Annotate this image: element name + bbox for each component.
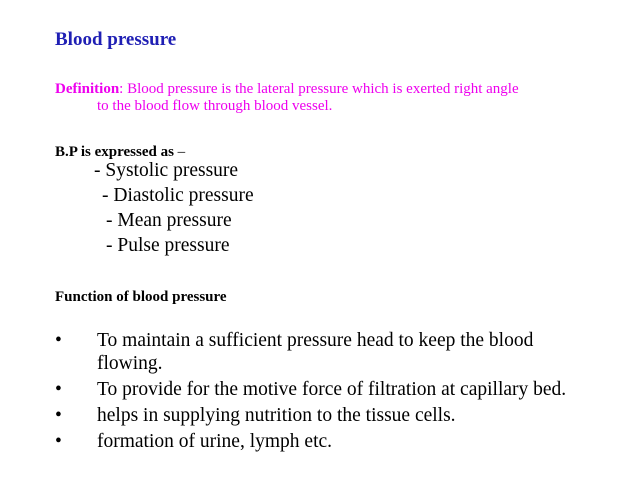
bp-item-pulse: - Pulse pressure [106,235,230,256]
bullet-text: To provide for the motive force of filtration at capillary bed. [97,379,567,400]
function-bullet-list [55,329,625,456]
list-item [55,404,625,427]
bullet-icon: • [55,330,62,351]
bullet-icon: • [55,431,62,452]
list-item [55,378,625,401]
bullet-text: formation of urine, lymph etc. [97,431,333,452]
bullet-text: helps in supplying nutrition to the tissue cells. [97,405,456,426]
definition-paragraph [55,81,615,115]
bp-item-mean: - Mean pressure [106,210,232,231]
definition-label: Definition [55,81,120,97]
bp-expressed-dash: – [177,144,186,160]
slide-title: Blood pressure [55,29,177,50]
bullet-icon: • [55,379,62,400]
bp-item-diastolic: - Diastolic pressure [102,185,254,206]
definition-text-line1: : Blood pressure is the lateral pressure which is exerted right angle [119,81,519,97]
list-item [55,430,625,453]
function-heading: Function of blood pressure [55,289,227,305]
bp-expressed-heading-text: B.P is expressed as [55,144,178,160]
definition-text-line2: to the blood flow through blood vessel. [97,98,333,114]
bullet-icon: • [55,405,62,426]
list-item [55,329,625,375]
bullet-text: To maintain a sufficient pressure head to keep the blood flowing. [97,330,534,374]
bp-item-systolic: - Systolic pressure [94,160,239,181]
